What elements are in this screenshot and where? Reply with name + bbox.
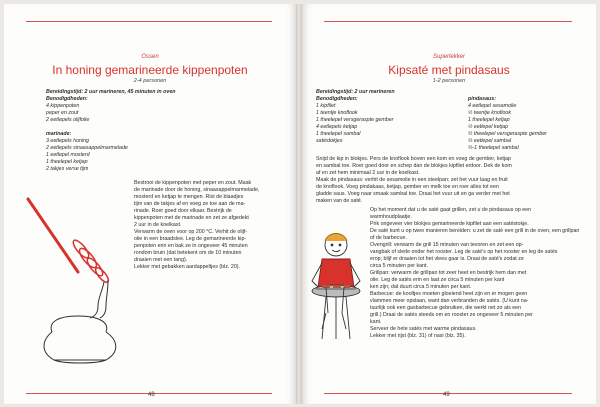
instruction-line: vlammen meer opslaan, want dan verbranden de satés. (U kunt na- — [370, 298, 529, 304]
instruction-line: vangbak of slede onder het rooster. Leg de saté's op het rooster en leg de satés — [370, 249, 558, 255]
ingredient-item: 1 theelepel sambal — [316, 131, 361, 137]
instruction-line: tijm van de takjes af en voeg ze toe aan de ma- — [134, 201, 246, 207]
top-rule — [324, 21, 572, 22]
instruction-line: Lekker met gebakken aardappeltjes (blz. 20). — [134, 264, 240, 270]
instruction-line: Serveer de hete satés met warme pindasaus. — [370, 326, 477, 332]
instruction-line: Maak de pindasaus: verhit de sesamolie in een steelpan; zet het vuur laag en fruit — [316, 177, 508, 183]
instruction-line: olie. Leg de satés erin en laat ze circa 5 minuten per kant — [370, 277, 505, 283]
ingredient-item: 4 eetlepels ketjap — [316, 124, 358, 130]
marinade-label: marinade: — [46, 131, 72, 137]
instruction-line: Prik ongeveer vier blokjes gemarineerde kipfilet aan een satéstokje. — [370, 221, 529, 227]
instruction-line: erop; blijf er draaien tot het vlees gaar is. Draai de saté's zodat ze — [370, 256, 524, 262]
ingredient-item: 1 teentje knoflook — [316, 110, 358, 116]
right-page — [302, 4, 596, 404]
needs-label: Benodigdheden: — [316, 96, 358, 102]
instructions — [370, 207, 590, 340]
ingredient-item: 2 takjes verse tijm — [46, 166, 89, 172]
instruction-line: of de barbecue. — [370, 235, 407, 241]
left-page — [4, 4, 296, 404]
instruction-line: circa 5 minuten per kant. — [370, 263, 428, 269]
servings: 2-4 personen — [133, 78, 167, 84]
ingredients-block — [316, 89, 466, 145]
ingredient-item: peper en zout — [46, 110, 79, 116]
instruction-line: af en zet hem minimaal 2 uur in de koelkast. — [316, 170, 420, 176]
instruction-line: warmhoudplaatje. — [370, 214, 412, 220]
instruction-line: de marinade door de honing, sinaasappelmarmelade, — [134, 187, 260, 193]
instruction-line: mosterd en ketjap te mengen. Rist de blaadjes — [134, 194, 244, 200]
ingredient-item: ½ eetlepel ketjap — [468, 124, 509, 130]
ingredient-item: ½ eetlepel sambal — [468, 138, 511, 144]
sauce-label: pindasaus: — [468, 96, 496, 102]
page-number: 49 — [443, 392, 450, 398]
sauce-list — [468, 103, 588, 152]
needs-label: Benodigdheden: — [46, 96, 88, 102]
instruction-line: maken van de saté. — [316, 198, 363, 204]
instruction-line: en sambal toe. Roer goed door en schep dan de blokjes kipfilet erdoor. Dek de kom — [316, 163, 512, 169]
page-number: 48 — [148, 392, 155, 398]
instruction-line: grill.) Draai de satés steeds om en rooster ze ongeveer 5 minuten per — [370, 312, 533, 318]
ingredient-item: ½ theelepel versgeraspte gember — [468, 131, 547, 137]
instruction-line: rondom bruin (dat betekent om de 10 minuten — [134, 250, 242, 256]
instruction-line: Snijd de kip in blokjes. Pers de knoflook boven een kom en voeg de gember, ketjap — [316, 156, 511, 162]
instruction-line: draaien met een tang). — [134, 257, 188, 263]
instruction-line: olie in een braadslee. Leg de gemarineerde kip- — [134, 236, 247, 242]
instruction-line: gladde saus. Voeg naar smaak sambal toe. Draai het vuur uit en ga verder met het — [316, 191, 510, 197]
ingredient-item: 1 theelepel ketjap — [46, 159, 88, 165]
ingredients-block — [46, 89, 276, 173]
instruction-line: tuurlijk ook een gasbarbecue gebruiken, die werkt net zo als een — [370, 305, 522, 311]
recipe-title: In honing gemarineerde kippenpoten — [52, 63, 248, 77]
instruction-line: Verwarm de oven voor op 200 °C. Verhit de olijf- — [134, 229, 248, 235]
intro-text — [316, 156, 586, 205]
instruction-line: Grillpan: verwarm de grillpan tot zeer heet en bestrijk hem dan met — [370, 270, 527, 276]
needs-list — [46, 103, 276, 124]
instruction-line: de knoflook. Voeg pindakaas, ketjap, gember en melk toe en roer alles tot een — [316, 184, 499, 190]
instruction-line: Bestrooi de kippenpoten met peper en zout. Maak — [134, 180, 252, 186]
instruction-line: Op het moment dat u de saté gaat grillen, zet u de pindasaus op een — [370, 207, 532, 213]
instruction-line: 2 uur in de koelkast. — [134, 222, 182, 228]
instructions — [134, 180, 284, 271]
ingredient-item: 3 eetlepels honing — [46, 138, 89, 144]
instruction-line: kippenpoten met de marinade en zet ze afgedekt — [134, 215, 249, 221]
prep-time: Bereidingstijd: 2 uur marineren — [316, 89, 395, 95]
prep-time: Bereidingstijd: 2 uur marineren, 45 minuten in oven — [46, 89, 176, 95]
category-label: Superlekker — [432, 54, 465, 60]
needs-list — [316, 103, 466, 145]
sauce-block — [468, 96, 588, 152]
instruction-line: rinade. Roer goed door elkaar. Bestrijk de — [134, 208, 232, 214]
instruction-line: Barbecue: de kooltjes moeten gloeiend heet zijn en er mogen geen — [370, 291, 528, 297]
ingredient-item: 1 eetlepel mosterd — [46, 152, 90, 158]
honey-pot-illustration — [18, 194, 118, 364]
ingredient-item: 2 eetlepels sinaasappelmarmelade — [46, 145, 128, 151]
instruction-line: ken zijn; dat duurt circa 5 minuten per kant. — [370, 284, 472, 290]
ingredient-item: satéstokjes — [316, 138, 343, 144]
instruction-line: Ovengrill: verwarm de grill 15 minuten van tevoren en zet een op- — [370, 242, 524, 248]
instruction-line: Lekker met rijst (blz. 31) of nasi (blz. 35). — [370, 333, 466, 339]
instruction-line: penpoten erin en bak ze in ongeveer 45 minuten — [134, 243, 248, 249]
ingredient-item: ½-1 theelepel sambal — [468, 145, 519, 151]
ingredient-item: 2 eetlepels olijfolie — [46, 117, 90, 123]
instruction-line: De saté kunt u op twee manieren bereiden: u zet de saté een grill in de oven, een grillpan — [370, 228, 580, 234]
ingredient-item: 1 theelepel ketjap — [468, 117, 510, 123]
ingredient-item: ½ teentje knoflook — [468, 110, 511, 116]
marinade-list — [46, 138, 276, 173]
boy-barbecue-illustration — [308, 229, 368, 359]
servings: 1-2 personen — [432, 78, 466, 84]
ingredient-item: 1 theelepel versgeraspte gember — [316, 117, 394, 123]
recipe-title: Kipsaté met pindasaus — [388, 63, 510, 77]
ingredient-item: 4 kippenpoten — [46, 103, 80, 109]
category-label: Ossen — [141, 54, 159, 60]
ingredient-item: 1 kipfilet — [316, 103, 336, 109]
instruction-line: kant. — [370, 319, 382, 325]
top-rule — [26, 21, 272, 22]
ingredient-item: 4 eetlepel sesamolie — [468, 103, 517, 109]
